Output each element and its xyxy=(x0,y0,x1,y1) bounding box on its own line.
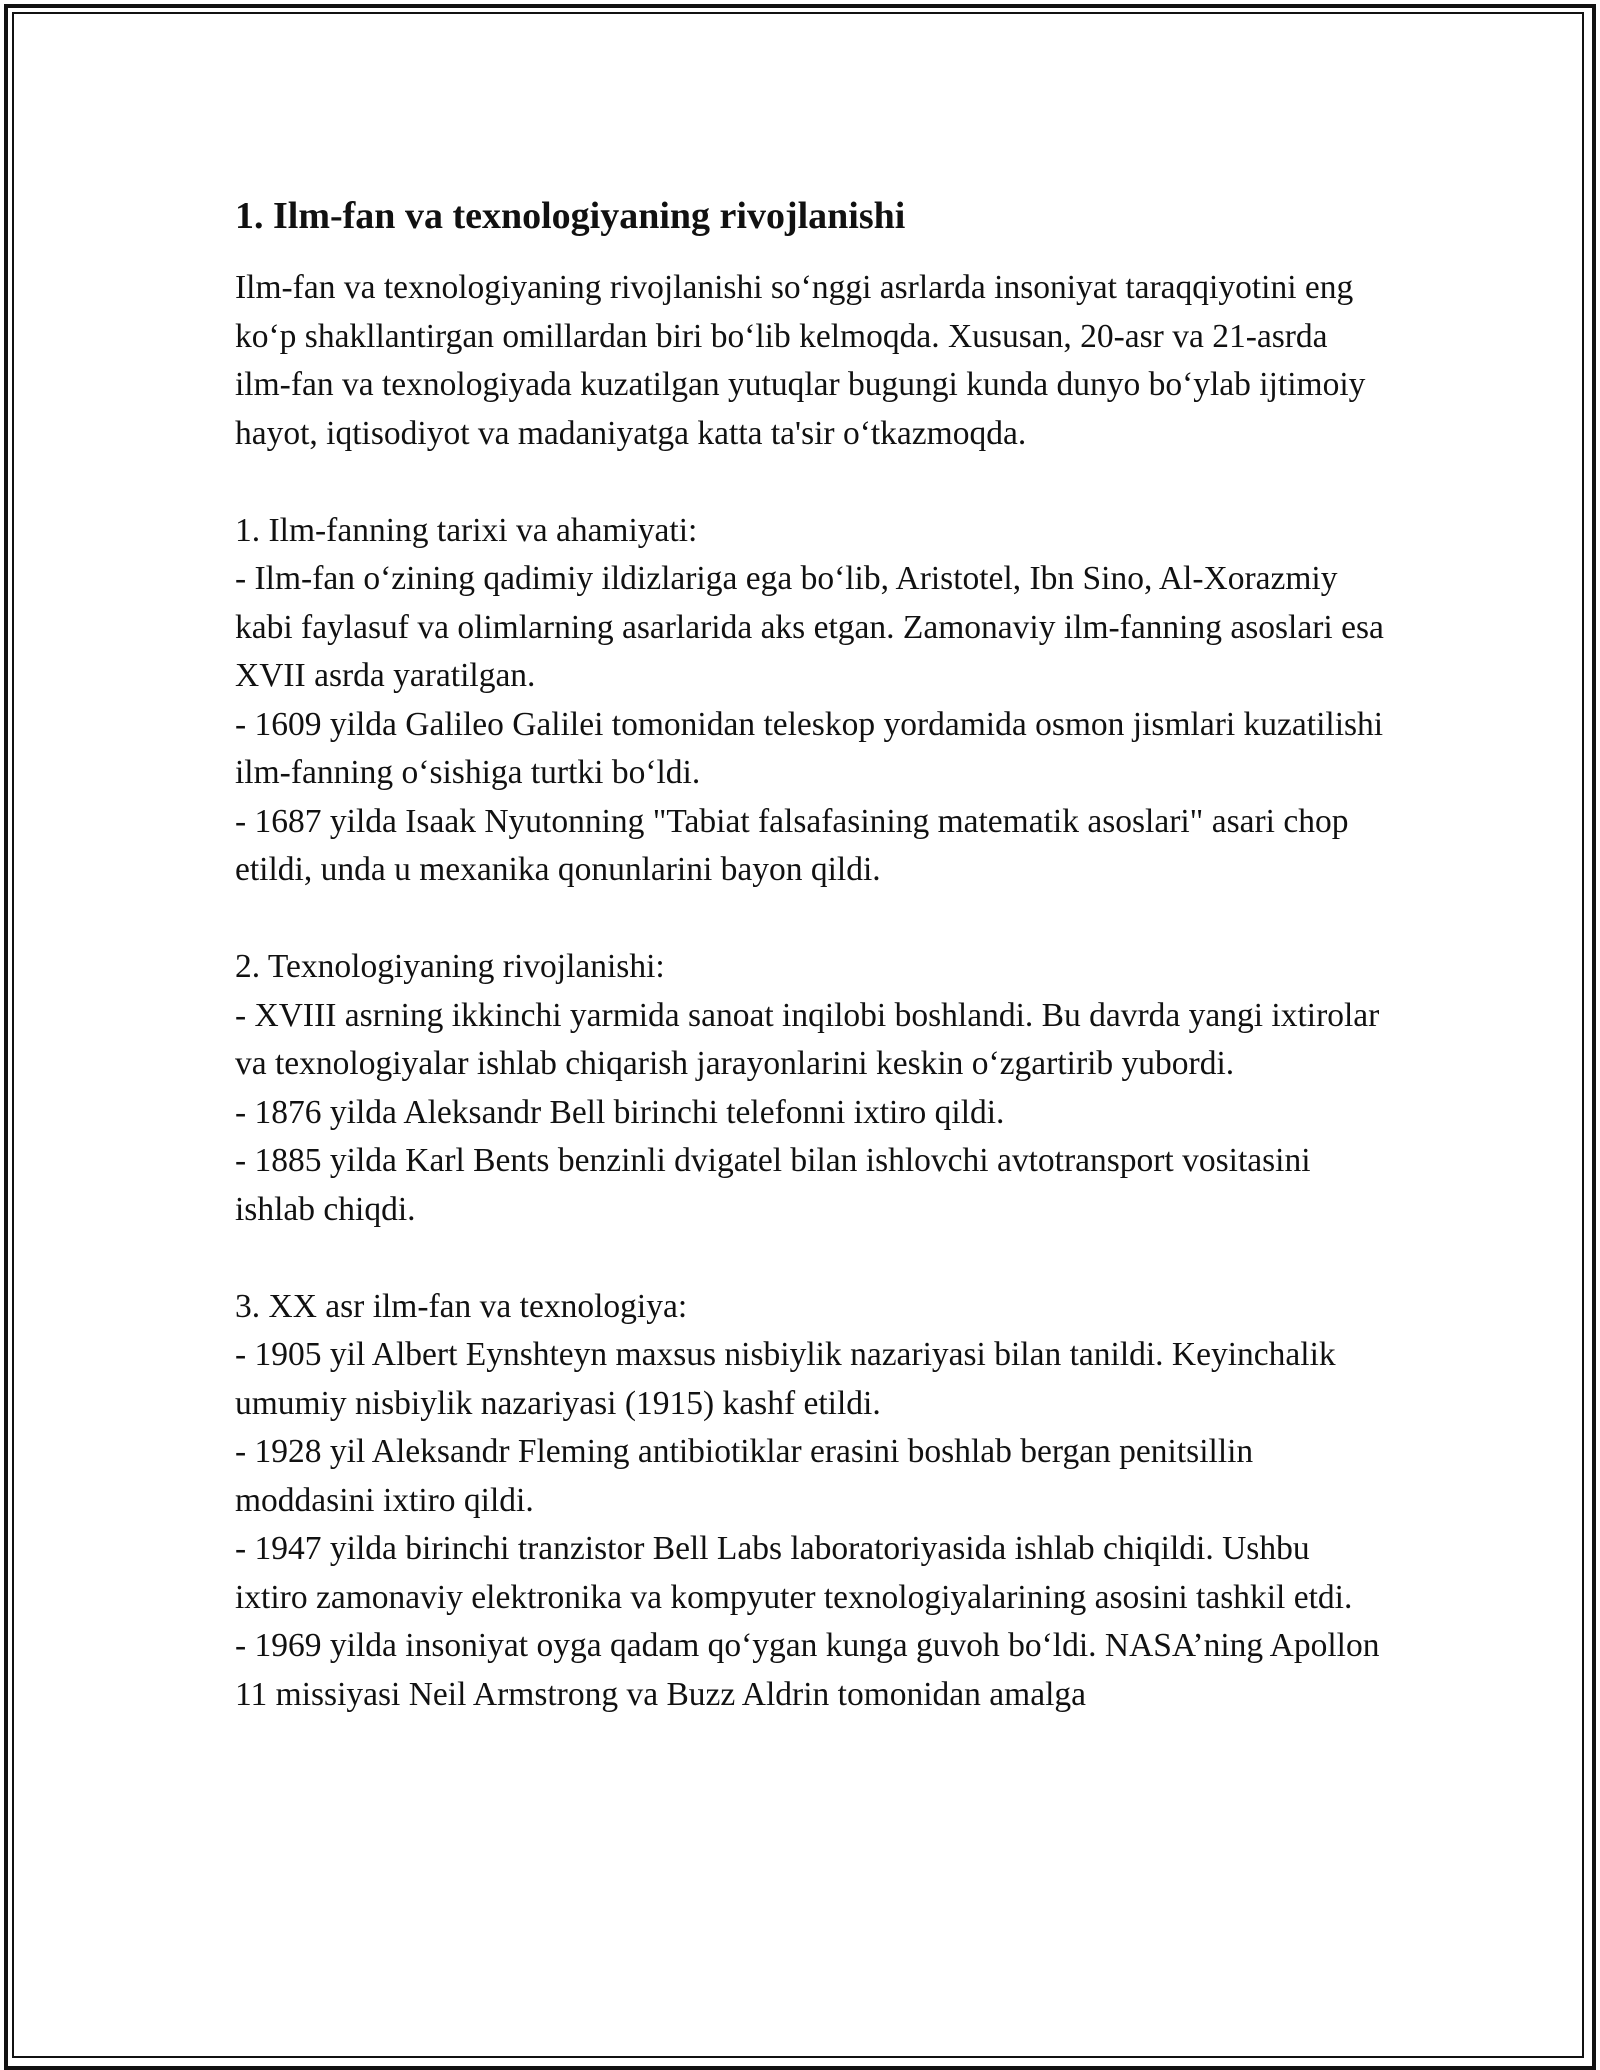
section-heading: 2. Texnologiyaning rivojlanishi: xyxy=(235,948,665,985)
document-title: 1. Ilm-fan va texnologiyaning rivojlanishi xyxy=(235,195,906,237)
list-item: - 1609 yilda Galileo Galilei tomonidan teleskop yordamida osmon jismlari kuzatilishi ilm-fanning o‘sishiga turtki bo‘ldi. xyxy=(235,705,1384,791)
list-item: - 1928 yil Aleksandr Fleming antibiotiklar erasini boshlab bergan penitsillin moddasini ixtiro qildi. xyxy=(235,1433,1254,1519)
list-item: - 1947 yilda birinchi tranzistor Bell Labs laboratoriyasida ishlab chiqildi. Ushbu ixtiro zamonaviy elektronika va kompyuter texnologiyalarining asosini tashkil etdi. xyxy=(235,1530,1353,1616)
section-heading: 1. Ilm-fanning tarixi va ahamiyati: xyxy=(235,511,698,549)
intro-paragraph: Ilm-fan va texnologiyaning rivojlanishi so‘nggi asrlarda insoniyat taraqqiyotini eng ko‘p shakllantirgan omillardan biri bo‘lib kelmoqda. Xususan, 20-asr va 21-asrda ilm-fan va texnologiyada kuzatilgan yutuqlar bugungi kunda dunyo bo‘ylab ijtimoiy hayot, iqtisodiyot va madaniyatga katta ta'sir o‘tkazmoqda. xyxy=(235,269,1366,452)
document-content xyxy=(235,190,1385,1719)
section-technology xyxy=(235,943,1385,1234)
list-item: - 1885 yilda Karl Bents benzinli dvigatel bilan ishlovchi avtotransport vositasini ishlab chiqdi. xyxy=(235,1142,1311,1228)
list-item: - 1876 yilda Aleksandr Bell birinchi telefonni ixtiro qildi. xyxy=(235,1093,1005,1131)
section-heading: 3. XX asr ilm-fan va texnologiya: xyxy=(235,1287,688,1325)
list-item: - 1905 yil Albert Eynshteyn maxsus nisbiylik nazariyasi bilan tanildi. Keyinchalik umumiy nisbiylik nazariyasi (1915) kashf etildi. xyxy=(235,1336,1336,1422)
list-item: - 1969 yilda insoniyat oyga qadam qo‘ygan kunga guvoh bo‘ldi. NASA’ning Apollon 11 missiyasi Neil Armstrong va Buzz Aldrin tomonidan amalga xyxy=(235,1627,1380,1713)
list-item: - 1687 yilda Isaak Nyutonning "Tabiat falsafasining matematik asoslari" asari chop etildi, unda u mexanika qonunlarini bayon qildi. xyxy=(235,802,1349,888)
list-item: - Ilm-fan o‘zining qadimiy ildizlariga ega bo‘lib, Aristotel, Ibn Sino, Al-Xorazmiy kabi faylasuf va olimlarning asarlarida aks etgan. Zamonaviy ilm-fanning asoslari esa XVII asrda yaratilgan. xyxy=(235,560,1384,694)
section-twentieth-century xyxy=(235,1283,1385,1720)
list-item: - XVIII asrning ikkinchi yarmida sanoat inqilobi boshlandi. Bu davrda yangi ixtirolar va texnologiyalar ishlab chiqarish jarayonlarini keskin o‘zgartirib yubordi. xyxy=(235,996,1380,1082)
section-history xyxy=(235,507,1385,895)
